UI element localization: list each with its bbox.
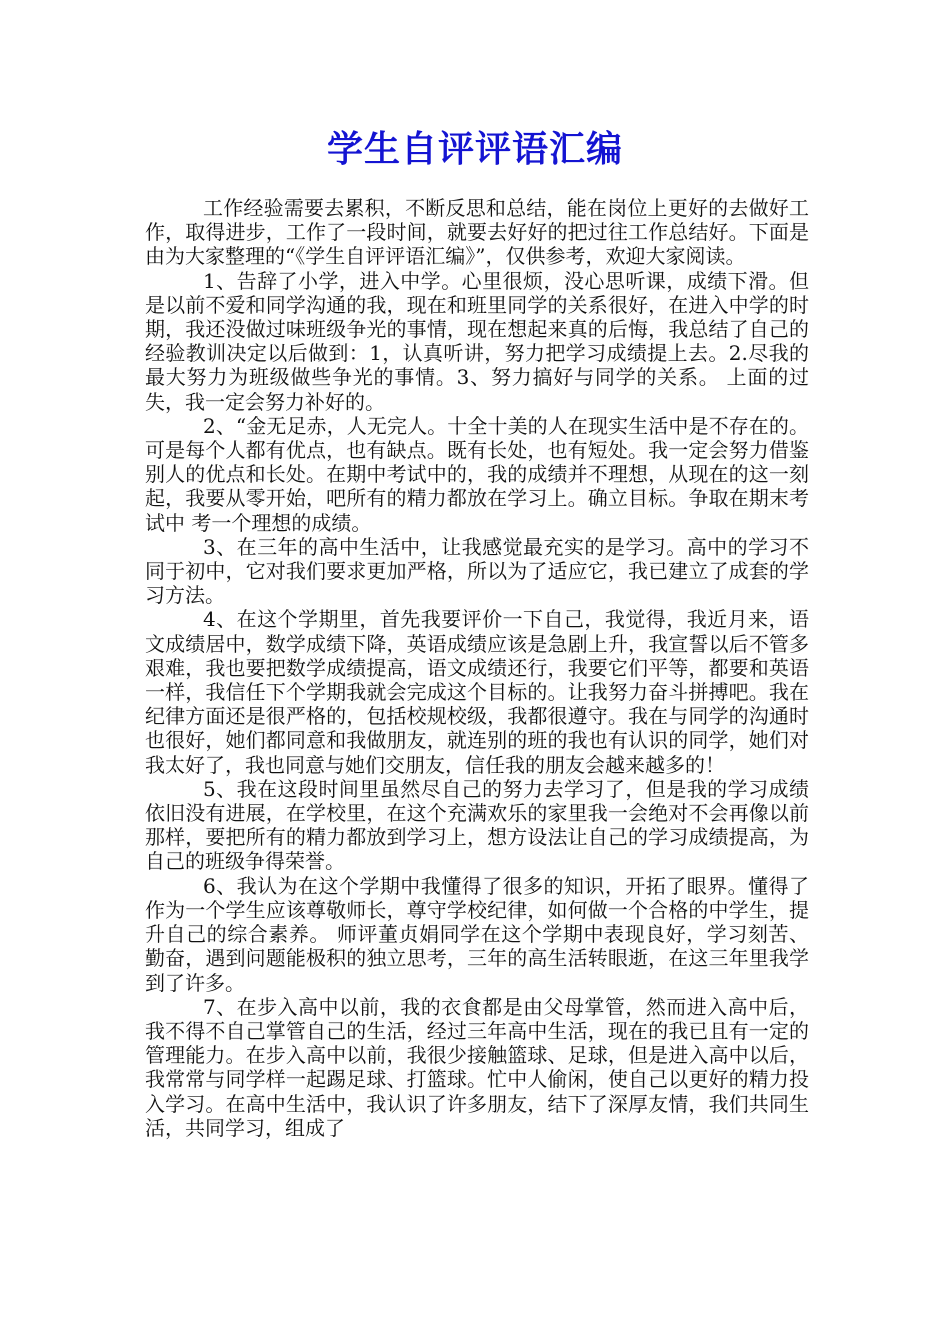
paragraph-item-6: 6、我认为在这个学期中我懂得了很多的知识，开拓了眼界。懂得了作为一个学生应该尊敬师长，尊守学校纪律，如何做一个合格的中学生，提升自己的综合素养。 师评董贞娟同学在这个学期中表现良好，学习刻苦、勤奋，遇到问题能极积的独立思考，三年的高生活转眼逝，在这三年里我学到了许多。 xyxy=(145,873,809,995)
paragraph-item-2: 2、“金无足赤，人无完人。十全十美的人在现实生活中是不存在的。可是每个人都有优点，也有缺点。既有长处，也有短处。我一定会努力借鉴别人的优点和长处。在期中考试中的，我的成绩并不理想，从现在的这一刻起，我要从零开始，吧所有的精力都放在学习上。确立目标。争取在期末考试中 考一个理想的成绩。 xyxy=(145,413,809,535)
document-title: 学生自评评语汇编 xyxy=(326,129,623,170)
document-body xyxy=(145,196,809,1140)
paragraph-item-3: 3、在三年的高中生活中，让我感觉最充实的是学习。高中的学习不同于初中，它对我们要求更加严格，所以为了适应它，我已建立了成套的学习方法。 xyxy=(145,534,809,608)
paragraph-item-7: 7、在步入高中以前，我的衣食都是由父母掌管，然而进入高中后，我不得不自己掌管自己的生活，经过三年高中生活，现在的我已且有一定的管理能力。在步入高中以前，我很少接触篮球、足球，但是进入高中以后，我常常与同学样一起踢足球、打篮球。忙中人偷闲，使自己以更好的精力投入学习。在高中生活中，我认识了许多朋友，结下了深厚友情，我们共同生活，共同学习，组成了 xyxy=(145,994,809,1140)
intro-paragraph: 工作经验需要去累积，不断反思和总结，能在岗位上更好的去做好工作，取得进步，工作了一段时间，就要去好好的把过往工作总结好。下面是由为大家整理的“《学生自评评语汇编》”，仅供参考，欢迎大家阅读。 xyxy=(145,196,809,269)
paragraph-item-4: 4、在这个学期里，首先我要评价一下自己，我觉得，我近月来，语文成绩居中，数学成绩下降，英语成绩应该是急剧上升，我宣誓以后不管多艰难，我也要把数学成绩提高，语文成绩还行，我要它们平等，都要和英语一样，我信任下个学期我就会完成这个目标的。让我努力奋斗拼搏吧。我在纪律方面还是很严格的，包括校规校级，我都很遵守。我在与同学的沟通时也很好，她们都同意和我做朋友，就连别的班的我也有认识的同学，她们对我太好了，我也同意与她们交朋友，信任我的朋友会越来越多的！ xyxy=(145,607,809,777)
paragraph-item-5: 5、我在这段时间里虽然尽自己的努力去学习了，但是我的学习成绩依旧没有进展，在学校里，在这个充满欢乐的家里我一会绝对不会再像以前那样，要把所有的精力都放到学习上，想方设法让自己的学习成绩提高，为自己的班级争得荣誉。 xyxy=(145,776,809,874)
paragraph-item-1: 1、告辞了小学，进入中学。心里很烦，没心思听课，成绩下滑。但是以前不爱和同学沟通的我，现在和班里同学的关系很好，在进入中学的时期，我还没做过味班级争光的事情，现在想起来真的后悔，我总结了自己的经验教训决定以后做到：1，认真听讲，努力把学习成绩提上去。2.尽我的最大努力为班级做些争光的事情。3、努力搞好与同学的关系。 上面的过失，我一定会努力补好的。 xyxy=(145,268,809,414)
